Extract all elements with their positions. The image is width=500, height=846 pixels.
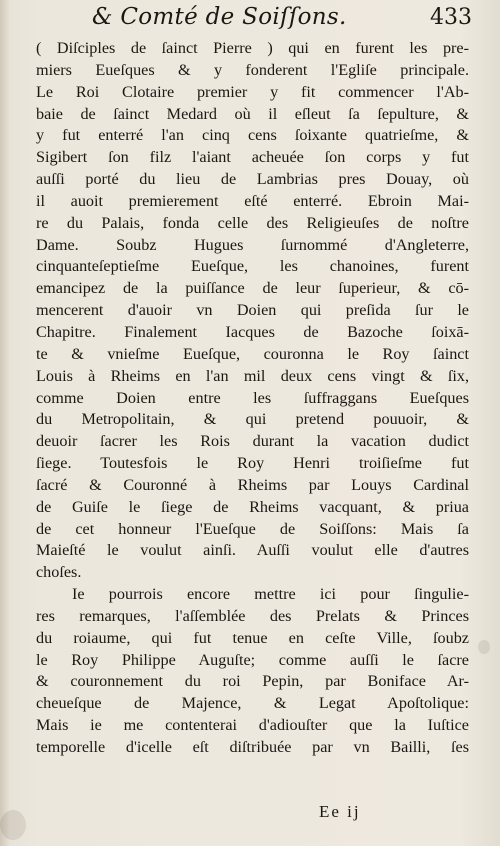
text-line: de cet honneur l'Eueſque de Soiſſons: Mais ſa — [36, 519, 469, 538]
text-line: baie de ſainct Medard où il eſleut ſa ſepulture, & — [36, 104, 469, 123]
running-head: & Comté de Soiſſons. — [92, 4, 347, 30]
text-line: ſacré & Couronné à Rheims par Louys Cardinal — [36, 475, 469, 494]
text-line: te & vnieſme Eueſque, couronna le Roy ſainct — [36, 344, 469, 363]
text-line: Louis à Rheims en l'an mil deux cens vingt & ſix, — [36, 366, 469, 385]
text-line: temporelle d'icelle eſt diſtribuée par vn Bailli, ſes — [36, 738, 469, 756]
text-line: le Roy Philippe Auguſte; comme auſſi le ſacre — [36, 650, 469, 669]
text-line: Le Roi Clotaire premier y fit commencer l'Ab- — [36, 82, 469, 101]
text-line: Chapitre. Finalement Iacques de Bazoche ſoixā- — [36, 322, 469, 341]
text-line: Sigibert ſon filz l'aiant acheuée ſon corps y fut — [36, 148, 469, 167]
ink-stain — [0, 810, 26, 840]
text-line: y fut enterré l'an cinq cens ſoixante quatrieſme, & — [36, 126, 469, 145]
text-line: auſſi porté du lieu de Lambrias pres Douay, où — [36, 170, 469, 189]
text-line: il auoit premierement eſté enterré. Ebroin Mai- — [36, 191, 469, 210]
text-line: Maieſté le voulut ainſi. Auſſi voulut elle d'autres — [36, 541, 469, 560]
text-line: du Metropolitain, & qui pretend pouuoir, & — [36, 410, 469, 429]
text-line: deuoir ſacrer les Rois durant la vacation dudict — [36, 432, 469, 451]
text-line: re du Palais, fonda celle des Religieuſes de noſtre — [36, 213, 469, 232]
text-line: Mais ie me contenterai d'adiouſter que la Iuſtice — [36, 716, 469, 735]
paragraph-end-line: choſes. — [36, 563, 82, 582]
text-line: res remarques, l'aſſemblée des Prelats & Princes — [36, 606, 469, 625]
text-line: de Guiſe le ſiege de Rheims vacquant, & priua — [36, 497, 469, 516]
text-line: Dame. Soubz Hugues ſurnommé d'Angleterre, — [36, 235, 469, 254]
text-line: comme Doien entre les ſuffraggans Eueſques — [36, 388, 469, 407]
catchword-signature: Ee ij — [319, 802, 361, 821]
page-number: 433 — [430, 5, 472, 30]
text-line: cheueſque de Majence, & Legat Apoſtolique: — [36, 694, 469, 713]
text-line: miers Eueſques & y fonderent l'Egliſe principale. — [36, 60, 469, 79]
page-header — [0, 2, 500, 36]
text-line: emancipez de la puiſſance de leur ſuperieur, & cō- — [36, 279, 469, 298]
body-text — [36, 38, 469, 759]
text-line: & couronnement du roi Pepin, par Boniface Ar- — [36, 672, 469, 691]
text-line: cinquanteſeptieſme Eueſque, les chanoines, furent — [36, 257, 469, 276]
text-line: du roiaume, qui fut tenue en ceſte Ville, ſoubz — [36, 628, 469, 647]
paragraph-start-line: Ie pourrois encore mettre ici pour ſingulie- — [72, 585, 469, 604]
text-line: ſiege. Toutesfois le Roy Henri troiſieſme fut — [36, 454, 469, 473]
text-line: mencerent d'auoir vn Doien qui preſida ſur le — [36, 301, 469, 320]
ink-stain — [478, 640, 490, 654]
text-line: ( Diſciples de ſainct Pierre ) qui en furent les pre- — [36, 39, 469, 57]
